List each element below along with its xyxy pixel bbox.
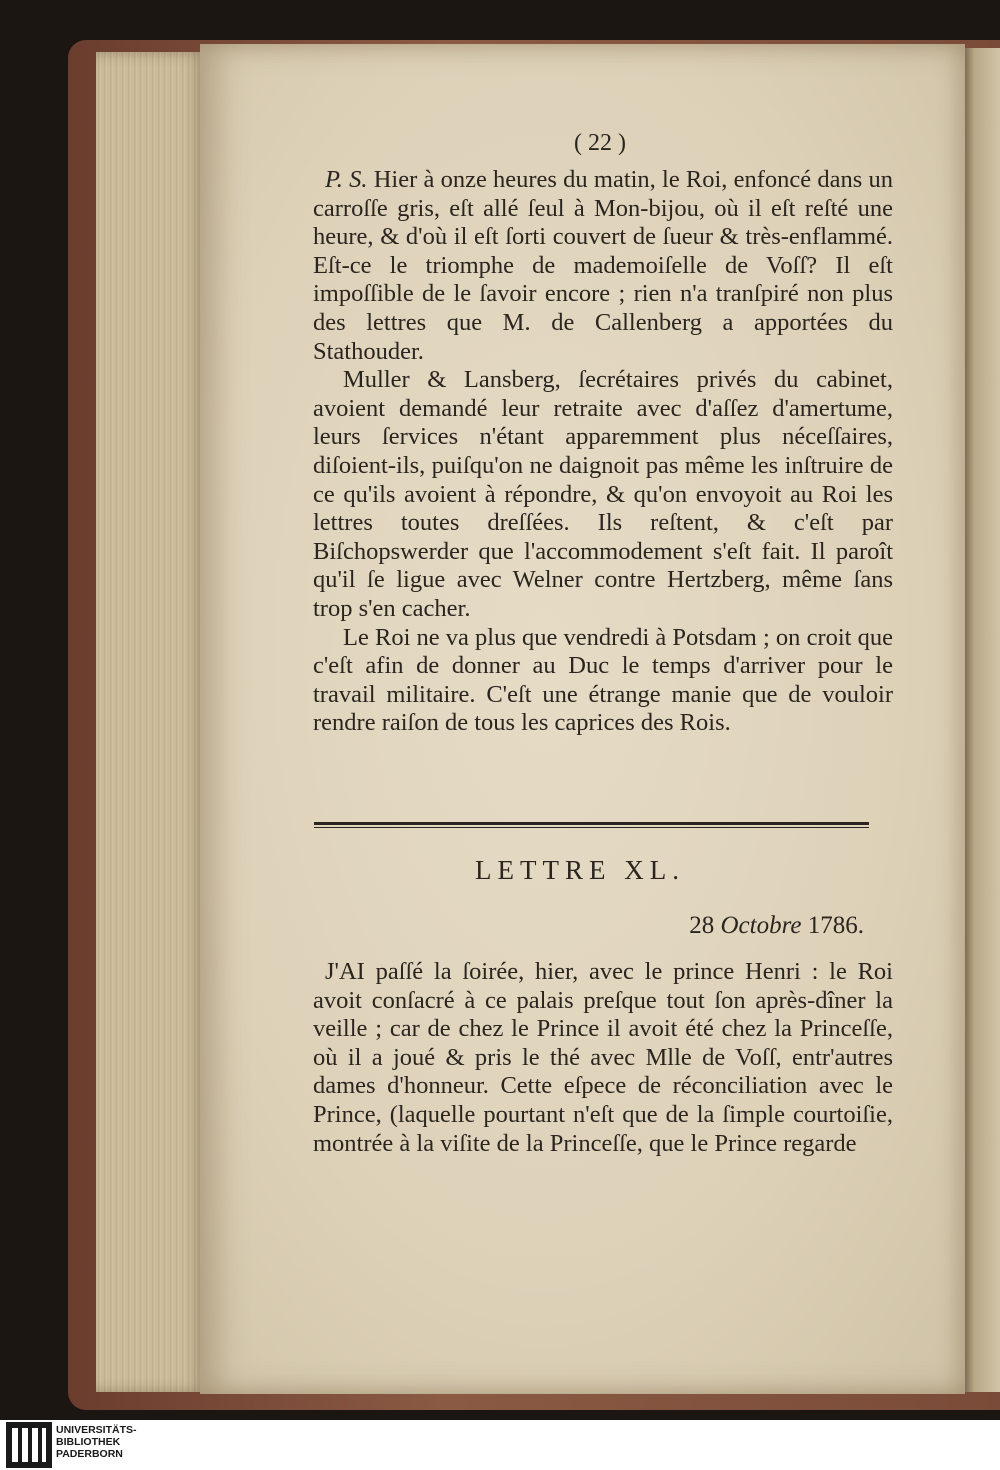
paragraph-letter-body: [313, 958, 893, 1158]
section-divider: [314, 822, 869, 825]
letter-opening: J'AI: [325, 958, 365, 985]
date-month: Octobre: [720, 912, 802, 939]
date-day: 28: [689, 912, 715, 939]
library-name: [56, 1424, 256, 1460]
paragraph-ps: [313, 166, 893, 366]
page-edges: [96, 52, 208, 1392]
page-number: ( 22 ): [574, 130, 626, 156]
text-block-1: [313, 166, 893, 738]
library-line-3: PADERBORN: [56, 1448, 123, 1460]
paragraph-potsdam: Le Roi ne va plus que vendredi à Potsdam ; on croit que c'eſt afin de donner au Duc le temps d'arriver pour le travail militaire. C'eſt une étrange manie que de vouloir rendre raiſon de tous les caprices des Rois.: [313, 623, 893, 737]
letter-body-text: paſſé la ſoirée, hier, avec le prince Henri : le Roi avoit conſacré à ce palais preſque tout ſon après-dîner la veille ; car de chez le Prince il avoit été chez la Princeſſe, où il a joué & pris le thé avec Mlle de Voſſ, entr'autres dames d'honneur. Cette eſpece de réconciliation avec le Prince, (laquelle pourtant n'eſt que de la ſimple courtoiſie, montrée à la viſite de la Princeſſe, que le Prince regarde: [313, 958, 893, 1157]
paragraph-muller: Muller & Lansberg, ſecrétaires privés du cabinet, avoient demandé leur retraite avec d'aſſez d'amertume, leurs ſervices n'étant apparemment plus néceſſaires, diſoient-ils, puiſqu'on ne daignoit pas même les inſtruire de ce qu'ils avoient à répondre, & qu'on envoyoit au Roi les lettres toutes dreſſées. Ils reſtent, & c'eſt par Biſchopswerder que l'accommodement s'eſt fait. Il paroît qu'il ſe ligue avec Welner contre Hertzberg, même ſans trop s'en cacher.: [313, 366, 893, 622]
paragraph-text: Hier à onze heures du matin, le Roi, enfoncé dans un carroſſe gris, eſt allé ſeul à Mon-bijou, où il eſt reſté une heure, & d'où il eſt ſorti couvert de ſueur & très-enflammé. Eſt-ce le triomphe de mademoiſelle de Voſſ? Il eſt impoſſible de le ſavoir encore ; rien n'a tranſpiré non plus des lettres que M. de Callenberg a apportées du Stathouder.: [313, 166, 893, 365]
ps-lead: P. S.: [325, 166, 368, 193]
facing-page-edge: [962, 48, 1000, 1392]
library-line-1: UNIVERSITÄTS-: [56, 1424, 137, 1436]
text-block-2: [313, 958, 893, 1158]
library-logo-icon: [6, 1422, 52, 1468]
date-year: 1786.: [807, 912, 864, 939]
letter-title: LETTRE XL.: [475, 855, 685, 885]
letter-date: [560, 912, 864, 940]
library-line-2: BIBLIOTHEK: [56, 1436, 121, 1448]
